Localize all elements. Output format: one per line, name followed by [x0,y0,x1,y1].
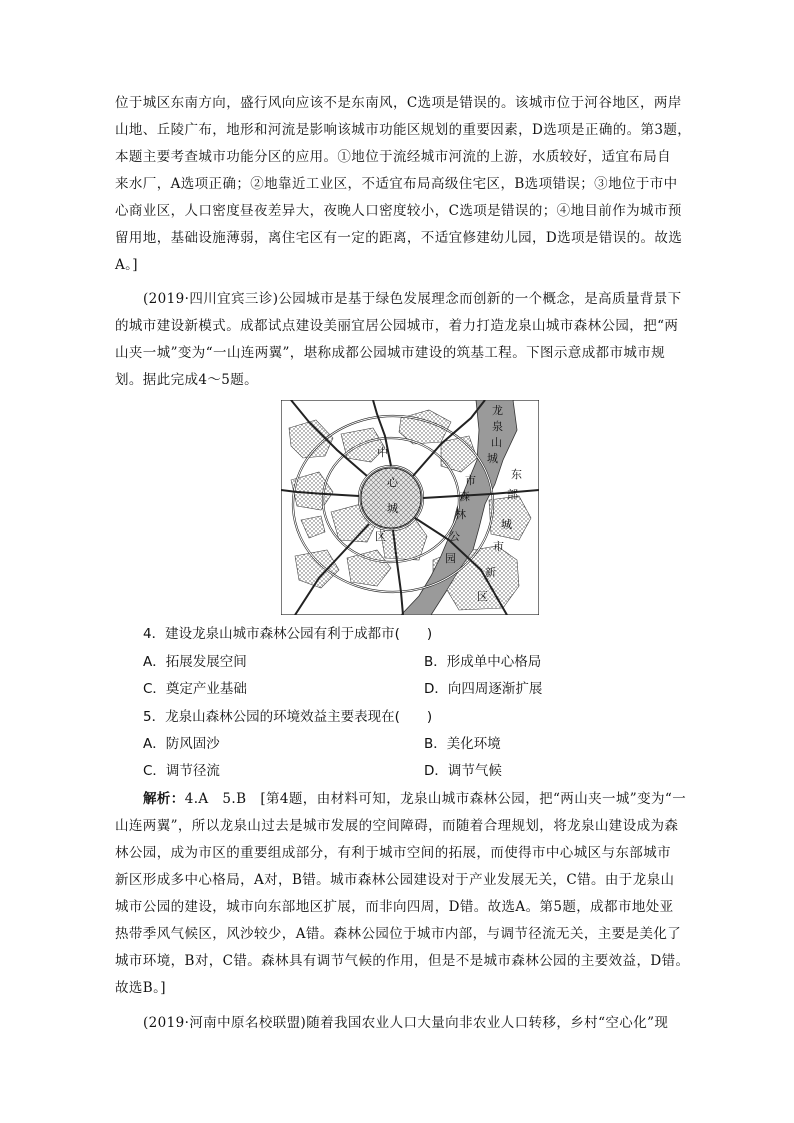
text-line: 划。据此完成4～5题。 [115,372,259,388]
option-c: C．调节径流 [143,763,220,779]
passage-text: 随着我国农业人口大量向非农业人口转移，乡村“空心化”现 [306,1015,669,1031]
chengdu-planning-map [281,400,539,615]
next-passage [143,1013,680,1033]
map-label: 中 [377,446,388,459]
map-label: 城 [487,452,498,465]
text-line: 来水厂，A选项正确；②地靠近工业区，不适宜布局高级住宅区，B选项错误；③地位于市中 [115,176,678,192]
option-b: B．美化环境 [424,736,501,752]
text-line: 位于城区东南方向，盛行风向应该不是东南风，C选项是错误的。该城市位于河谷地区，两岸 [115,95,682,111]
map-label: 市 [493,540,504,553]
map-label: 森 [459,490,470,503]
option-b: B．形成单中心格局 [424,654,542,670]
text-line: 心商业区，人口密度昼夜差异大，夜晚人口密度较小，C选项是错误的；④地目前作为城市预 [115,203,682,219]
map-label: 泉 [492,420,503,433]
analysis-first-line [143,789,687,809]
text-line: 山连两翼”，所以龙泉山过去是城市发展的空间障碍，而随着合理规划，将龙泉山建设成为森 [115,818,679,834]
text-line: 留用地，基础设施薄弱，离住宅区有一定的距离，不适宜修建幼儿园，D选项是错误的。故选 [115,230,683,246]
text-line: 故选B。] [115,980,166,996]
analysis-label: 解析： [143,791,185,807]
map-label: 龙 [492,404,503,417]
map-label: 心 [387,476,398,489]
option-d: D．向四周逐渐扩展 [424,681,543,697]
passage-source: (2019·四川宜宾三诊) [143,291,279,307]
text-line: 的城市建设新模式。成都试点建设美丽宜居公园城市，着力打造龙泉山城市森林公园，把“两 [115,318,679,334]
passage-text: 公园城市是基于绿色发展理念而创新的一个概念，是高质量背景下 [278,291,682,307]
passage-first-line [143,289,680,309]
map-label: 园 [445,552,456,565]
text-line: 山地、丘陵广布，地形和河流是影响该城市功能区规划的重要因素，D选项是正确的。第3题， [115,122,692,138]
option-a: A．拓展发展空间 [143,654,247,670]
text-line: 本题主要考查城市功能分区的应用。①地位于流经城市河流的上游，水质较好，适宜布局自 [115,149,671,165]
map-label: 部 [507,488,518,501]
map-label: 市 [465,474,476,487]
text-line: 城市环境，B对，C错。森林具有调节气候的作用，但是不是城市森林公园的主要效益，D错。 [115,953,690,969]
text-line: 热带季风气候区，风沙较少，A错。森林公园位于城市内部，与调节径流无关，主要是美化了 [115,926,682,942]
map-label: 新 [485,566,496,579]
question-stem: 4．建设龙泉山城市森林公园有利于成都市( ) [143,626,433,642]
map-label: 城 [387,502,398,515]
option-a: A．防风固沙 [143,736,220,752]
map-label: 区 [375,530,386,543]
text-line: 城市公园的建设，城市向东部地区扩展，而非向四周，D错。故选A。第5题，成都市地处亚 [115,899,674,915]
text-line: A。] [115,257,138,273]
map-label: 林 [455,508,466,521]
text-line: 林公园，成为市区的重要组成部分，有利于城市空间的拓展，而使得市中心城区与东部城市 [115,845,671,861]
option-d: D．调节气候 [424,763,502,779]
analysis-text: 4.A 5.B [第4题，由材料可知，龙泉山城市森林公园，把“两山夹一城”变为“一 [184,791,687,807]
question-stem: 5．龙泉山森林公园的环境效益主要表现在( ) [143,709,433,725]
text-line: 新区形成多中心格局，A对，B错。城市森林公园建设对于产业发展无关，C错。由于龙泉山 [115,872,675,888]
option-c: C．奠定产业基础 [143,681,247,697]
map-label: 城 [501,518,512,531]
map-label: 区 [477,590,488,603]
text-line: 山夹一城”变为“一山连两翼”，堪称成都公园城市建设的筑基工程。下图示意成都市城市规 [115,345,666,361]
map-label: 山 [491,436,502,449]
map-label: 东 [511,468,522,481]
map-label: 公 [449,530,460,543]
passage-source: (2019·河南中原名校联盟) [143,1015,307,1031]
